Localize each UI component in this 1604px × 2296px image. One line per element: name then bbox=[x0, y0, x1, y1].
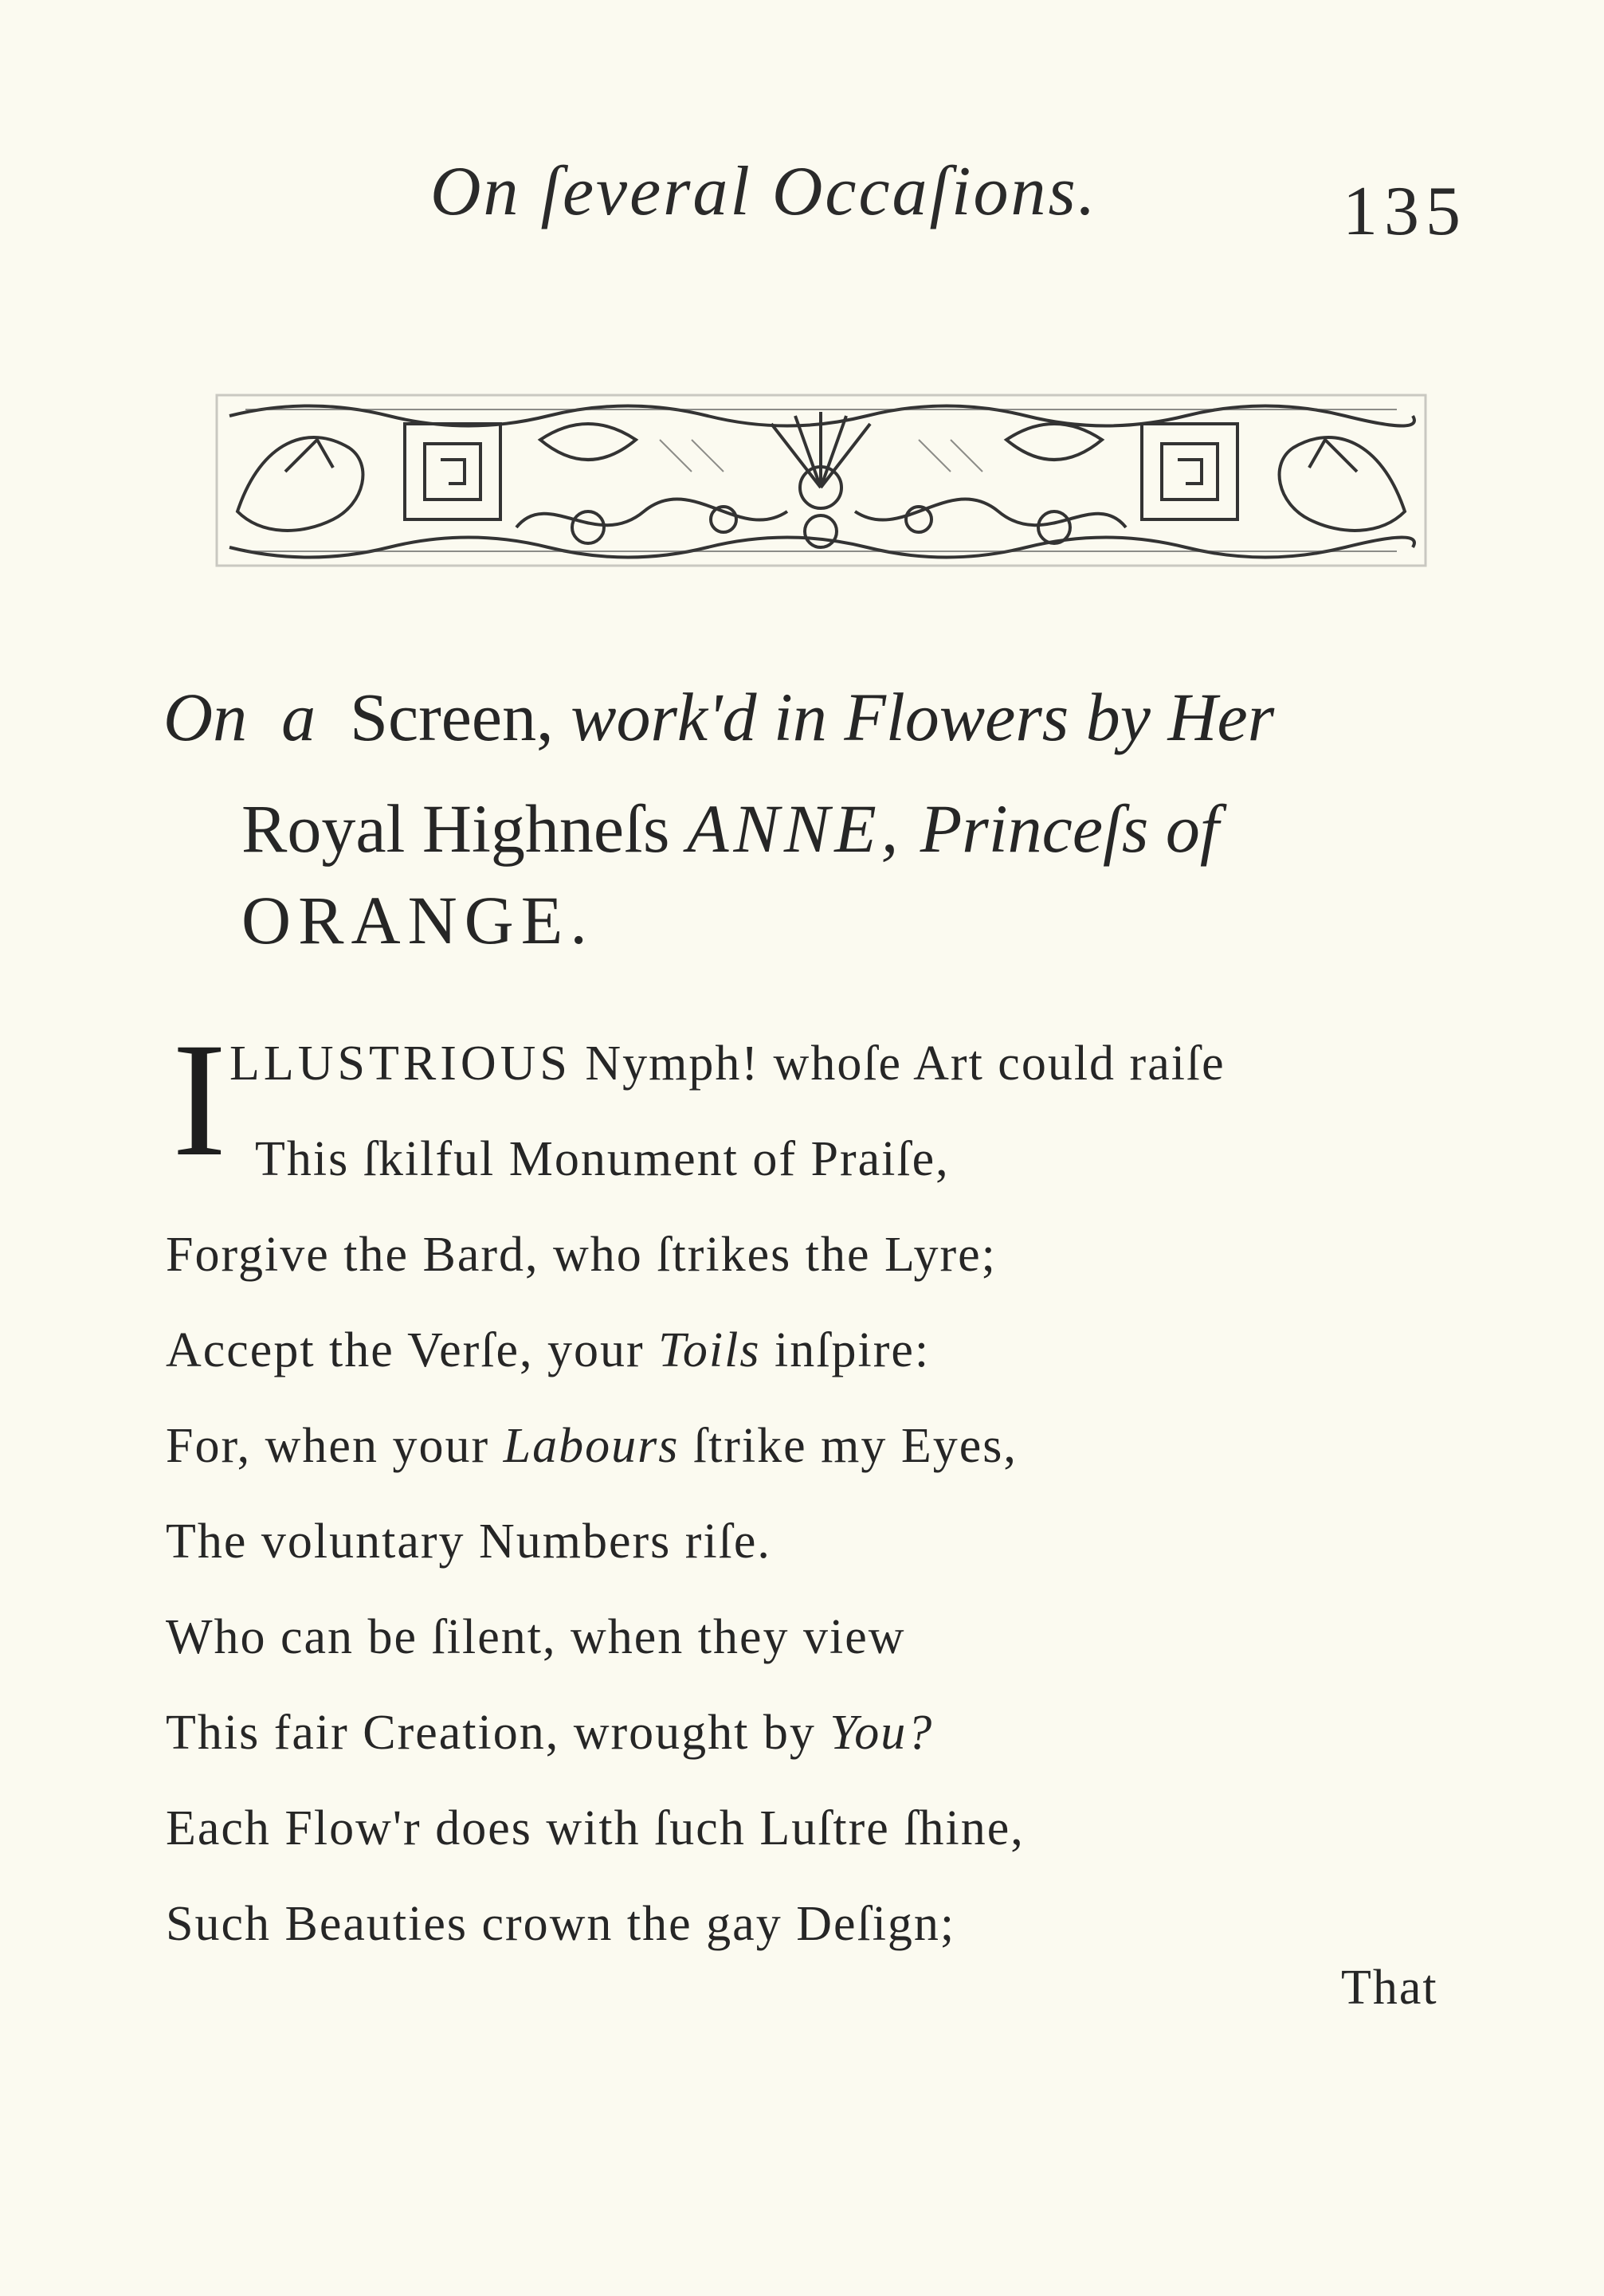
poem-line-10: Such Beauties crown the gay Deſign; bbox=[166, 1897, 956, 1951]
poem-line-4: Accept the Verſe, your Toils inſpire: bbox=[166, 1323, 931, 1377]
poem-line-1: LLUSTRIOUS Nymph! whoſe Art could raiſe bbox=[229, 1036, 1226, 1091]
poem-line-6: The voluntary Numbers riſe. bbox=[166, 1514, 771, 1569]
poem-line-8: This fair Creation, wrought by You? bbox=[166, 1706, 934, 1760]
poem-line-9: Each Flow'r does with ſuch Luſtre ſhine, bbox=[166, 1801, 1025, 1855]
title-line-3: ORANGE. bbox=[241, 882, 594, 958]
page-number: 135 bbox=[1343, 173, 1467, 250]
running-head: On ſeveral Occaſions. bbox=[430, 153, 1098, 230]
poem-line-2: This ſkilful Monument of Praiſe, bbox=[255, 1132, 950, 1186]
poem-line-5: For, when your Labours ſtrike my Eyes, bbox=[166, 1419, 1018, 1473]
decorative-ornament-band bbox=[214, 392, 1429, 569]
title-line-2: Royal Highneſs ANNE, Princeſs of bbox=[241, 790, 1219, 867]
poem-line-7: Who can be ſilent, when they view bbox=[166, 1610, 906, 1664]
poem-line-3: Forgive the Bard, who ſtrikes the Lyre; bbox=[166, 1228, 997, 1282]
catchword: That bbox=[1341, 1961, 1438, 2015]
drop-cap: I bbox=[172, 1009, 227, 1190]
title-line-1: On a Screen, work'd in Flowers by Her bbox=[163, 679, 1275, 755]
